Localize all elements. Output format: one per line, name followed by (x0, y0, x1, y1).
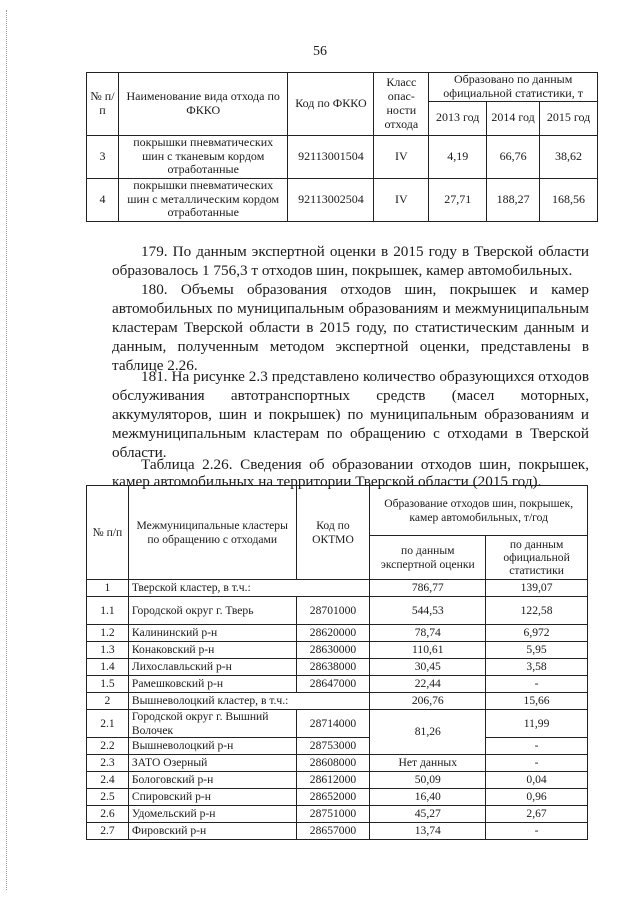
table-row (87, 659, 588, 676)
row-name: Фировский р-н (128, 823, 296, 840)
row-expert: 16,40 (370, 789, 486, 806)
table-row (87, 710, 588, 738)
table-row (87, 755, 588, 772)
row-2013: 4,19 (429, 135, 487, 178)
row-num: 4 (87, 178, 119, 221)
row-official: - (486, 755, 588, 772)
table-row (87, 693, 588, 710)
header-2014: 2014 год (487, 101, 540, 135)
row-waste-name: покрышки пневматических шин с металлическим кордом отработанные (118, 178, 288, 221)
row-2014: 66,76 (487, 135, 540, 178)
row-oktmo: 28608000 (296, 755, 370, 772)
row-num: 2.6 (87, 806, 129, 823)
row-name: ЗАТО Озерный (128, 755, 296, 772)
row-oktmo: 28751000 (296, 806, 370, 823)
row-oktmo: 28701000 (296, 597, 370, 625)
row-cluster: Вышневолоцкий кластер, в т.ч.: (128, 693, 370, 710)
row-name: Вышневолоцкий р-н (128, 738, 296, 755)
header-hazard-class: Класс опас-ности отхода (374, 73, 429, 136)
paragraph-181: 181. На рисунке 2.3 представлено количество образующихся отходов обслуживания автотранспортных средств (масел моторных, аккумуляторов, шин и покрышек) по муниципальным образованиям и межмуниципальным кластерам по обращению с отходами в Тверской области. (112, 368, 589, 461)
row-expert: 13,74 (370, 823, 486, 840)
row-code: 92113001504 (288, 135, 374, 178)
row-expert: 22,44 (370, 676, 486, 693)
row-name: Лихославльский р-н (128, 659, 296, 676)
page-number: 56 (313, 44, 327, 59)
row-official: 15,66 (486, 693, 588, 710)
row-num: 2.5 (87, 789, 129, 806)
header-tire-waste: Образование отходов шин, покрышек, камер автомобильных, т/год (370, 486, 588, 536)
row-num: 2 (87, 693, 129, 710)
row-name: Конаковский р-н (128, 642, 296, 659)
table-row (87, 823, 588, 840)
row-2014: 188,27 (487, 178, 540, 221)
row-num: 1.3 (87, 642, 129, 659)
header-num: № п/п (87, 73, 119, 136)
row-num: 2.4 (87, 772, 129, 789)
row-official: - (486, 823, 588, 840)
header-official-stats: Образовано по данным официальной статистики, т (429, 73, 598, 102)
row-name: Удомельский р-н (128, 806, 296, 823)
table-row (87, 597, 588, 625)
header-official: по данным официальной статистики (486, 536, 588, 580)
table-row (87, 676, 588, 693)
row-oktmo: 28647000 (296, 676, 370, 693)
table-caption: Таблица 2.26. Сведения об образовании отходов шин, покрышек, камер автомобильных на территории Тверской области (2015 год). (112, 456, 589, 490)
table-row (87, 772, 588, 789)
row-name: Городской округ г. Вышний Волочек (128, 710, 296, 738)
row-num: 1 (87, 580, 129, 597)
table-row (87, 178, 598, 221)
table-row (87, 738, 588, 755)
paragraph-179: 179. По данным экспертной оценки в 2015 году в Тверской области образовалось 1 756,3 т отходов шин, покрышек, камер автомобильных. (112, 243, 589, 279)
row-2015: 168,56 (540, 178, 598, 221)
row-oktmo: 28753000 (296, 738, 370, 755)
table-row (87, 625, 588, 642)
row-class: IV (374, 178, 429, 221)
table-row (87, 642, 588, 659)
header-2013: 2013 год (429, 101, 487, 135)
row-num: 1.5 (87, 676, 129, 693)
paragraph-180: 180. Объемы образования отходов шин, покрышек и камер автомобильных по муниципальным образованиям и межмуниципальным кластерам Тверской области в 2015 году, по статистическим данным и данным, полученным методом экспертной оценки, представлены в таблице 2.26. (112, 281, 589, 374)
row-oktmo: 28612000 (296, 772, 370, 789)
row-num: 1.2 (87, 625, 129, 642)
row-num: 2.1 (87, 710, 129, 738)
header-2015: 2015 год (540, 101, 598, 135)
row-official: 5,95 (486, 642, 588, 659)
row-official: 3,58 (486, 659, 588, 676)
row-oktmo: 28638000 (296, 659, 370, 676)
row-oktmo: 28620000 (296, 625, 370, 642)
header-num: № п/п (87, 486, 129, 580)
header-waste-name: Наименование вида отхода по ФККО (118, 73, 288, 136)
header-fkko-code: Код по ФККО (288, 73, 374, 136)
row-official: - (486, 738, 588, 755)
row-class: IV (374, 135, 429, 178)
waste-table-fkko (86, 72, 598, 222)
row-expert: 206,76 (370, 693, 486, 710)
row-official: 11,99 (486, 710, 588, 738)
header-expert: по данным экспертной оценки (370, 536, 486, 580)
row-expert: 30,45 (370, 659, 486, 676)
row-num: 3 (87, 135, 119, 178)
row-num: 1.1 (87, 597, 129, 625)
row-official: 139,07 (486, 580, 588, 597)
row-name: Рамешковский р-н (128, 676, 296, 693)
table-row (87, 789, 588, 806)
row-num: 2.2 (87, 738, 129, 755)
row-official: 2,67 (486, 806, 588, 823)
row-expert-merged: 81,26 (370, 710, 486, 755)
row-name: Бологовский р-н (128, 772, 296, 789)
row-oktmo: 28657000 (296, 823, 370, 840)
table-row (87, 806, 588, 823)
header-cluster: Межмуниципальные кластеры по обращению с отходами (128, 486, 296, 580)
row-2015: 38,62 (540, 135, 598, 178)
row-name: Городской округ г. Тверь (128, 597, 296, 625)
row-oktmo: 28714000 (296, 710, 370, 738)
row-cluster: Тверской кластер, в т.ч.: (128, 580, 370, 597)
row-expert: 45,27 (370, 806, 486, 823)
row-expert: 544,53 (370, 597, 486, 625)
row-waste-name: покрышки пневматических шин с тканевым кордом отработанные (118, 135, 288, 178)
tire-waste-table (86, 485, 588, 840)
row-oktmo: 28652000 (296, 789, 370, 806)
table-row (87, 135, 598, 178)
row-num: 2.3 (87, 755, 129, 772)
row-num: 1.4 (87, 659, 129, 676)
row-2013: 27,71 (429, 178, 487, 221)
row-official: 6,972 (486, 625, 588, 642)
row-official: 122,58 (486, 597, 588, 625)
table-row (87, 580, 588, 597)
row-official: 0,96 (486, 789, 588, 806)
row-expert: 50,09 (370, 772, 486, 789)
row-num: 2.7 (87, 823, 129, 840)
row-expert: Нет данных (370, 755, 486, 772)
row-expert: 78,74 (370, 625, 486, 642)
row-official: 0,04 (486, 772, 588, 789)
binding-margin (6, 10, 9, 890)
row-name: Спировский р-н (128, 789, 296, 806)
row-expert: 786,77 (370, 580, 486, 597)
row-code: 92113002504 (288, 178, 374, 221)
row-expert: 110,61 (370, 642, 486, 659)
row-oktmo: 28630000 (296, 642, 370, 659)
row-name: Калининский р-н (128, 625, 296, 642)
row-official: - (486, 676, 588, 693)
header-oktmo: Код по ОКТМО (296, 486, 370, 580)
